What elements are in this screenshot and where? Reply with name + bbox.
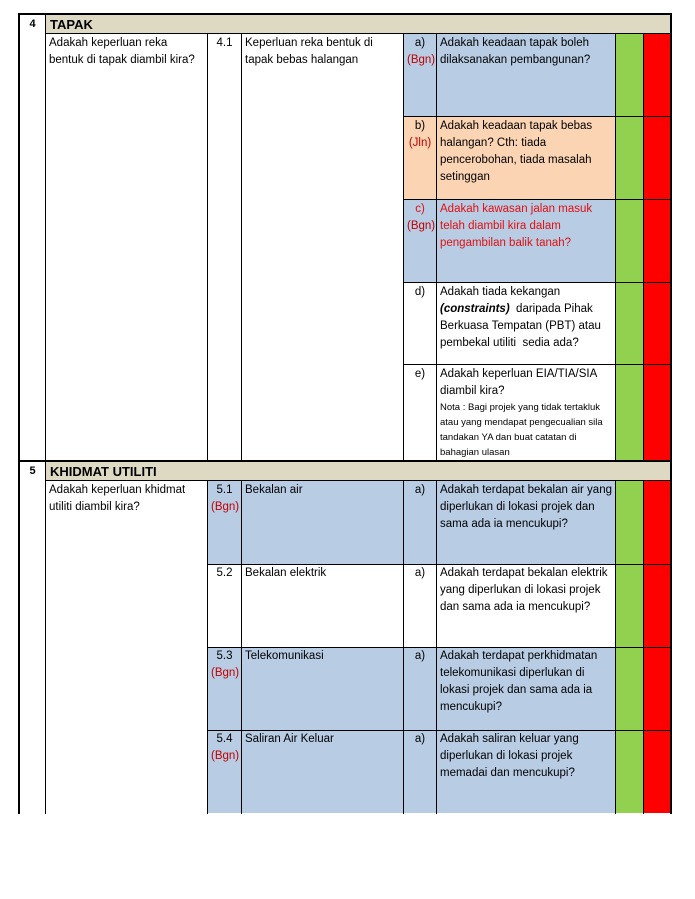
sub-number: 5.4 xyxy=(216,733,233,745)
section-4-number: 4 xyxy=(29,18,36,30)
item-text-pre: Adakah tiada kekangan xyxy=(440,286,561,298)
item-5-1-letter: a) xyxy=(414,484,426,496)
sub-tag: (Bgn) xyxy=(211,501,240,513)
item-4a-letter-cell xyxy=(404,34,436,74)
item-tag: (Jln) xyxy=(408,137,432,149)
sub-number: 5.2 xyxy=(216,567,233,579)
sub-title-5-3: Telekomunikasi xyxy=(245,650,324,662)
sub-title-5-2: Bekalan elektrik xyxy=(245,567,327,579)
item-4c-letter-cell xyxy=(404,200,436,240)
item-tag: (Bgn) xyxy=(407,54,436,66)
item-5-1-text: Adakah terdapat bekalan air yang diperlukan di lokasi projek dan sama ada ia mencukupi? xyxy=(440,484,612,530)
item-4e-text-cell xyxy=(437,365,615,460)
item-4d-letter-cell xyxy=(404,283,436,303)
item-4b-text: Adakah keadaan tapak bebas halangan? Cth: tiada pencerobohan, tiada masalah setinggan xyxy=(440,120,593,183)
item-letter: b) xyxy=(414,120,426,132)
section-5-question: Adakah keperluan khidmat utiliti diambil kira? xyxy=(49,484,186,513)
item-4a-text: Adakah keadaan tapak boleh dilaksanakan pembangunan? xyxy=(440,37,591,66)
sub-number-5-1-cell xyxy=(208,481,241,521)
item-text: Adakah keperluan EIA/TIA/SIA diambil kira? xyxy=(440,368,597,397)
sub-number-5-2-cell xyxy=(208,564,241,604)
item-text-em: (constraints) xyxy=(440,303,510,315)
sub-number-5-3-cell xyxy=(208,647,241,687)
section-4-title: TAPAK xyxy=(50,17,93,32)
sub-number: 5.1 xyxy=(216,484,233,496)
item-letter: c) xyxy=(415,203,425,215)
item-letter: e) xyxy=(414,368,426,380)
sub-number: 5.3 xyxy=(216,650,233,662)
status-no-column-4[interactable] xyxy=(644,34,671,461)
section-5-title: KHIDMAT UTILITI xyxy=(50,464,157,479)
status-yes-column-4[interactable] xyxy=(616,34,644,461)
sub-number-5-4-cell xyxy=(208,730,241,770)
section-5-number: 5 xyxy=(29,465,36,477)
sub-title-5-1: Bekalan air xyxy=(245,484,303,496)
item-5-3-text: Adakah terdapat perkhidmatan telekomunikasi diperlukan di lokasi projek dan sama ada ia mencukupi? xyxy=(440,650,598,713)
sub-tag: (Bgn) xyxy=(211,750,240,762)
item-4b-letter-cell xyxy=(404,117,436,157)
item-5-4-letter: a) xyxy=(414,733,426,745)
item-5-4-text: Adakah saliran keluar yang diperlukan di lokasi projek memadai dan mencukupi? xyxy=(440,733,579,779)
item-5-3-letter: a) xyxy=(414,650,426,662)
item-letter: a) xyxy=(414,37,426,49)
item-4d-text xyxy=(437,283,615,363)
sub-tag: (Bgn) xyxy=(211,667,240,679)
item-tag: (Bgn) xyxy=(407,220,436,232)
sub-number-4-1: 4.1 xyxy=(216,37,233,49)
item-5-2-text: Adakah terdapat bekalan elektrik yang diperlukan di lokasi projek dan sama ada ia mencukupi? xyxy=(440,567,608,613)
item-letter: d) xyxy=(414,286,426,298)
section-4-question: Adakah keperluan reka bentuk di tapak diambil kira? xyxy=(49,37,195,66)
item-4c-text: Adakah kawasan jalan masuk telah diambil kira dalam pengambilan balik tanah? xyxy=(440,203,593,249)
item-note: Nota : Bagi projek yang tidak tertakluk atau yang mendapat pengecualian sila tandakan YA dan buat catatan di bahagian ulasan xyxy=(440,402,603,458)
sub-title-5-4: Saliran Air Keluar xyxy=(245,733,334,745)
item-4e-letter-cell xyxy=(404,365,436,385)
item-5-2-letter: a) xyxy=(414,567,426,579)
sub-title-4-1: Keperluan reka bentuk di tapak bebas halangan xyxy=(245,37,373,66)
item-text-post: daripada Pihak Berkuasa Tempatan (PBT) atau pembekal utiliti sedia ada? xyxy=(440,303,605,349)
